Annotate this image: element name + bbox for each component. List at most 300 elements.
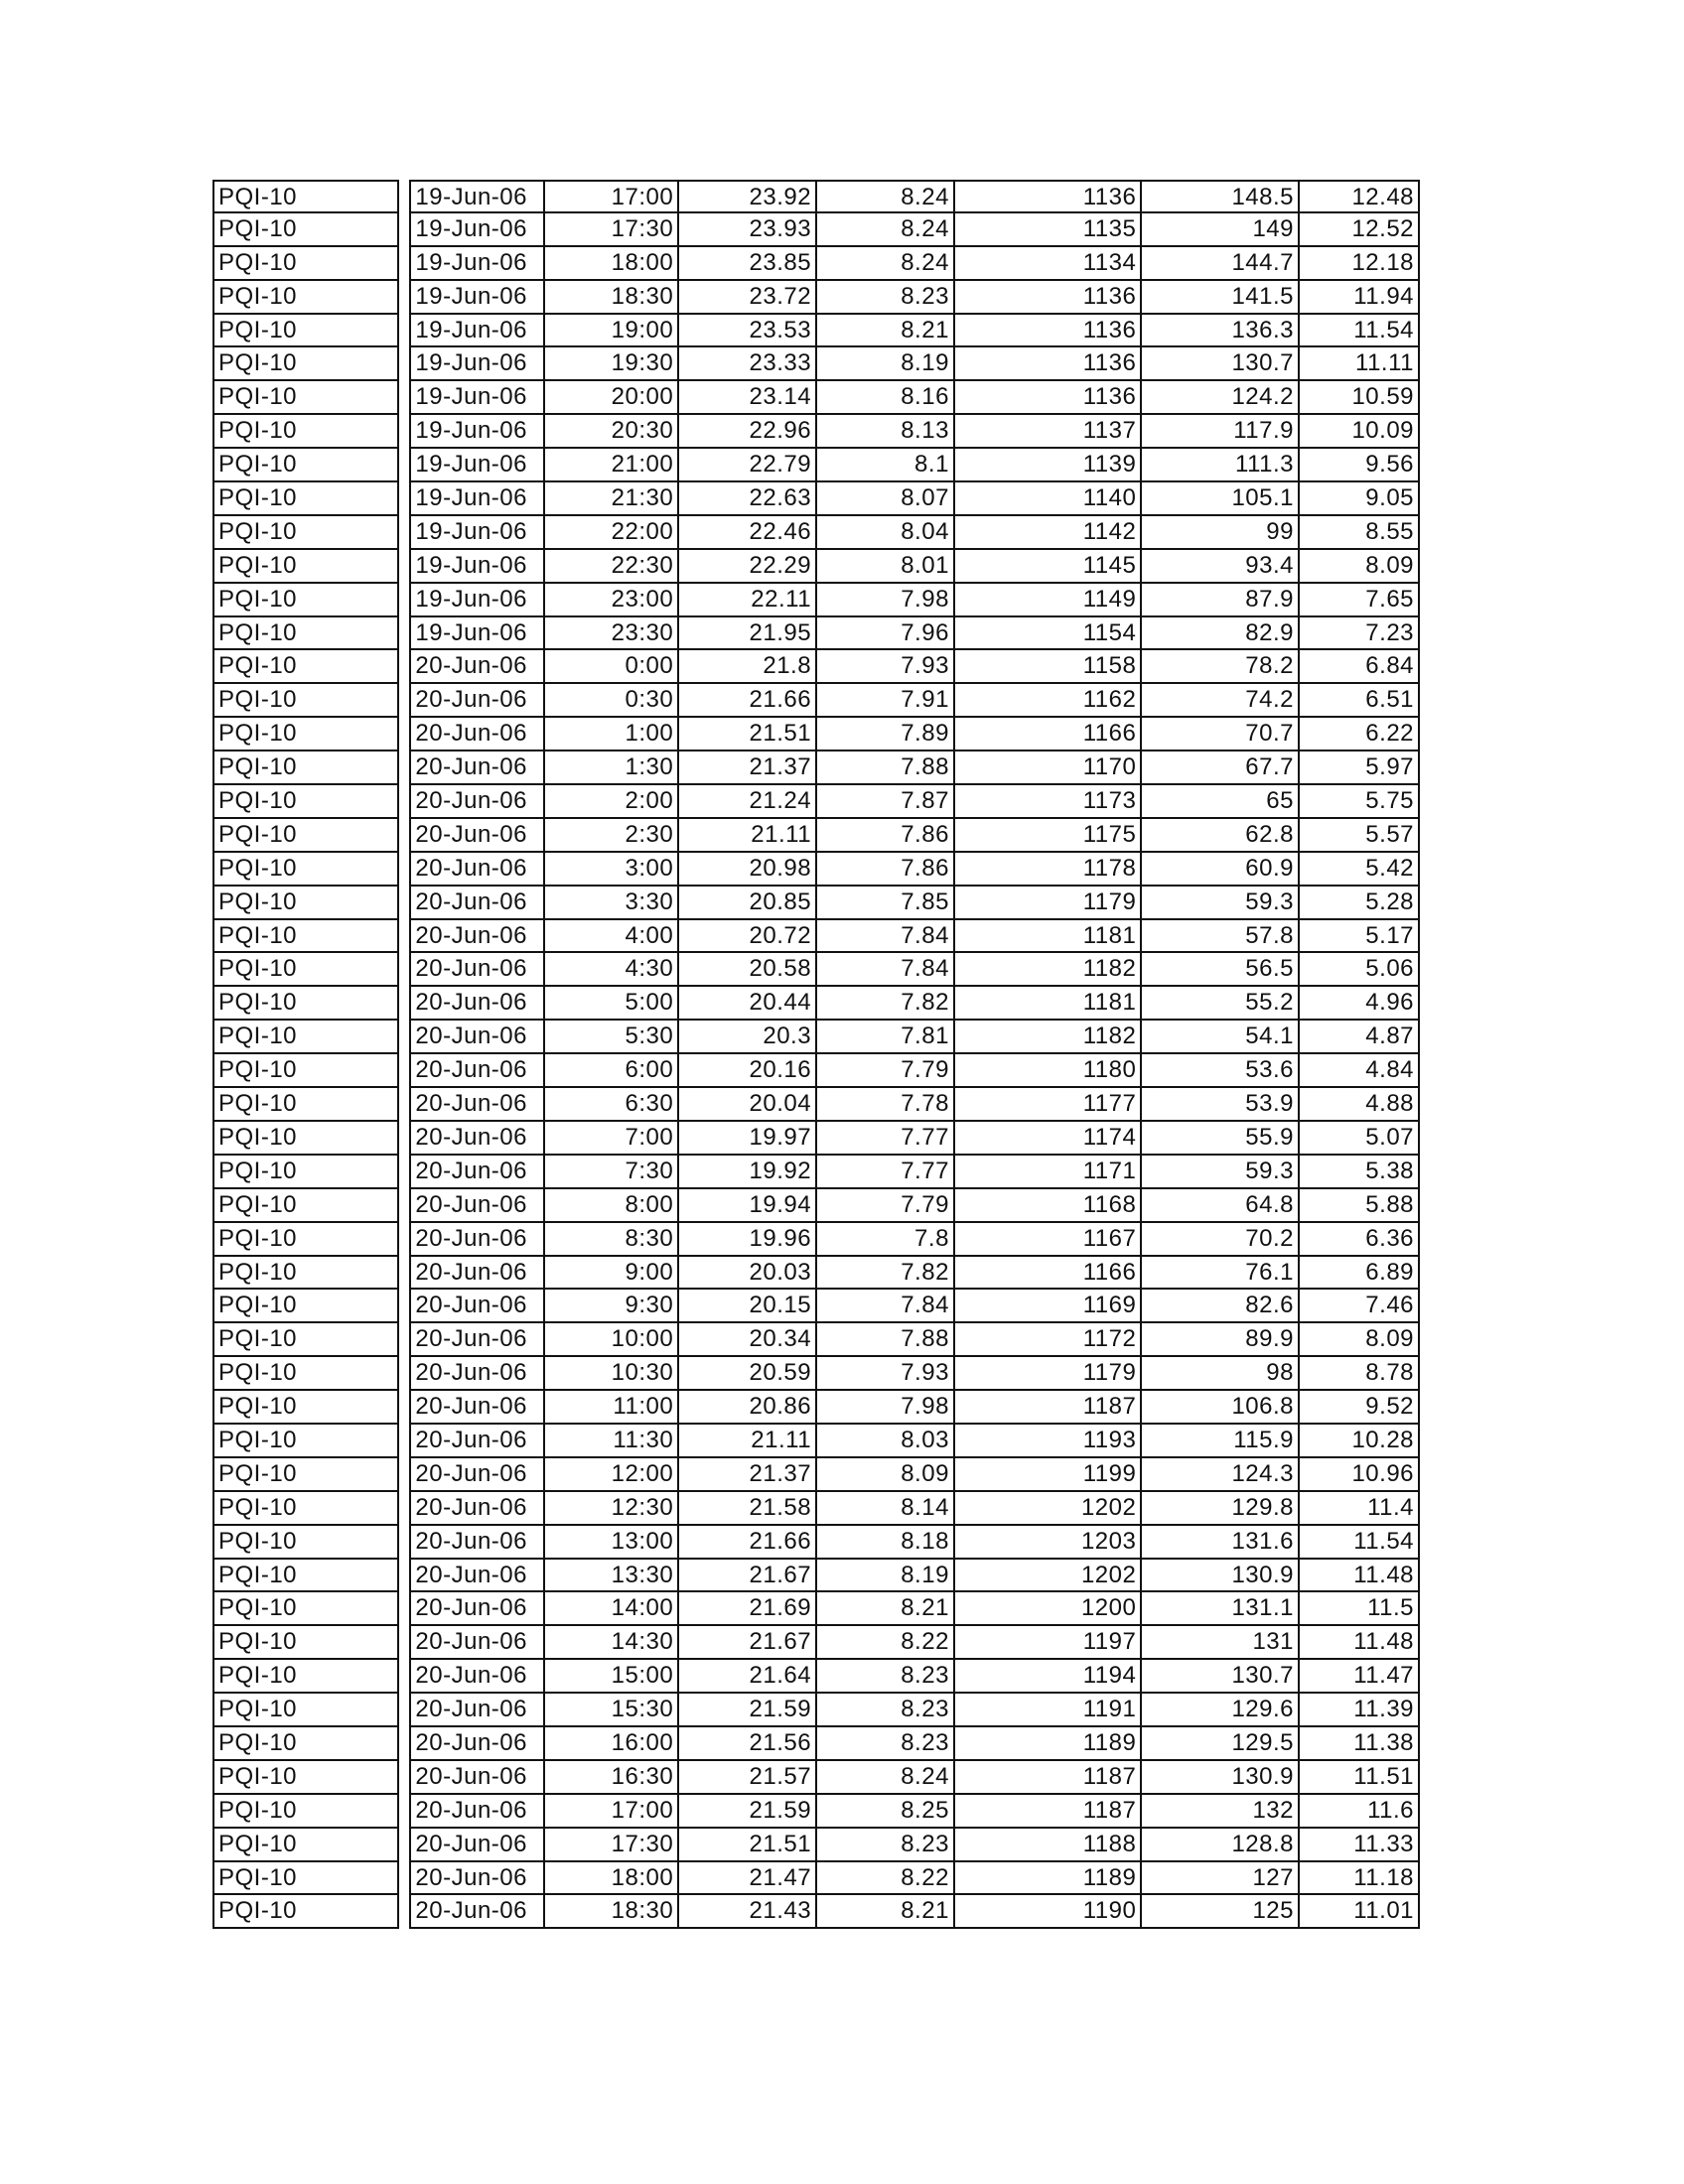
cell-value-1: 19.92 xyxy=(679,1156,817,1189)
cell-date: 20-Jun-06 xyxy=(409,1660,545,1694)
cell-value-1: 20.85 xyxy=(679,887,817,920)
table-row xyxy=(212,920,1420,954)
cell-date: 20-Jun-06 xyxy=(409,1391,545,1425)
cell-time: 16:30 xyxy=(545,1761,679,1795)
cell-value-4: 124.2 xyxy=(1142,381,1300,415)
cell-value-1: 23.92 xyxy=(679,180,817,213)
cell-value-1: 22.63 xyxy=(679,482,817,516)
cell-value-1: 20.15 xyxy=(679,1290,817,1323)
cell-value-2: 8.18 xyxy=(817,1526,955,1560)
cell-value-2: 7.86 xyxy=(817,853,955,887)
cell-value-5: 12.52 xyxy=(1300,213,1420,247)
table-row xyxy=(212,516,1420,550)
cell-station-id: PQI-10 xyxy=(212,1088,399,1122)
cell-value-1: 21.66 xyxy=(679,684,817,718)
table-row xyxy=(212,482,1420,516)
cell-station-id: PQI-10 xyxy=(212,1660,399,1694)
cell-value-4: 60.9 xyxy=(1142,853,1300,887)
cell-value-3: 1189 xyxy=(955,1862,1142,1896)
cell-value-3: 1136 xyxy=(955,347,1142,381)
cell-value-1: 21.47 xyxy=(679,1862,817,1896)
cell-value-5: 11.33 xyxy=(1300,1829,1420,1862)
cell-time: 9:00 xyxy=(545,1257,679,1291)
table-row xyxy=(212,381,1420,415)
cell-value-4: 131.1 xyxy=(1142,1592,1300,1626)
cell-value-5: 11.39 xyxy=(1300,1694,1420,1727)
cell-value-4: 141.5 xyxy=(1142,281,1300,315)
cell-date: 20-Jun-06 xyxy=(409,1257,545,1291)
cell-value-1: 20.03 xyxy=(679,1257,817,1291)
cell-value-2: 8.25 xyxy=(817,1795,955,1829)
cell-value-5: 5.07 xyxy=(1300,1122,1420,1156)
cell-value-3: 1202 xyxy=(955,1492,1142,1526)
cell-value-1: 21.51 xyxy=(679,718,817,751)
cell-time: 14:30 xyxy=(545,1626,679,1660)
table-row xyxy=(212,1862,1420,1896)
table-row xyxy=(212,1357,1420,1391)
table-row xyxy=(212,819,1420,853)
cell-date: 20-Jun-06 xyxy=(409,1189,545,1223)
cell-value-2: 8.03 xyxy=(817,1425,955,1458)
cell-value-4: 132 xyxy=(1142,1795,1300,1829)
cell-value-4: 115.9 xyxy=(1142,1425,1300,1458)
table-row xyxy=(212,415,1420,449)
cell-value-4: 78.2 xyxy=(1142,650,1300,684)
cell-value-1: 21.8 xyxy=(679,650,817,684)
cell-date: 20-Jun-06 xyxy=(409,1357,545,1391)
cell-value-2: 8.09 xyxy=(817,1458,955,1492)
table-row xyxy=(212,1727,1420,1761)
cell-value-3: 1136 xyxy=(955,381,1142,415)
table-row xyxy=(212,1660,1420,1694)
cell-time: 23:00 xyxy=(545,584,679,617)
cell-value-2: 7.82 xyxy=(817,1257,955,1291)
cell-date: 20-Jun-06 xyxy=(409,819,545,853)
cell-value-3: 1194 xyxy=(955,1660,1142,1694)
cell-value-2: 8.24 xyxy=(817,180,955,213)
cell-value-5: 5.88 xyxy=(1300,1189,1420,1223)
cell-value-1: 20.16 xyxy=(679,1054,817,1088)
cell-value-2: 7.8 xyxy=(817,1223,955,1257)
table-row xyxy=(212,1425,1420,1458)
cell-value-1: 20.3 xyxy=(679,1021,817,1054)
cell-station-id: PQI-10 xyxy=(212,1694,399,1727)
table-row xyxy=(212,1189,1420,1223)
cell-value-4: 106.8 xyxy=(1142,1391,1300,1425)
table-row xyxy=(212,987,1420,1021)
cell-value-5: 10.59 xyxy=(1300,381,1420,415)
table-row xyxy=(212,1829,1420,1862)
cell-value-1: 21.11 xyxy=(679,819,817,853)
cell-value-3: 1191 xyxy=(955,1694,1142,1727)
cell-value-3: 1179 xyxy=(955,1357,1142,1391)
cell-date: 19-Jun-06 xyxy=(409,617,545,651)
cell-date: 19-Jun-06 xyxy=(409,584,545,617)
cell-station-id: PQI-10 xyxy=(212,213,399,247)
cell-station-id: PQI-10 xyxy=(212,853,399,887)
cell-value-5: 5.75 xyxy=(1300,785,1420,819)
cell-value-2: 8.23 xyxy=(817,1727,955,1761)
cell-value-3: 1187 xyxy=(955,1391,1142,1425)
cell-station-id: PQI-10 xyxy=(212,920,399,954)
cell-station-id: PQI-10 xyxy=(212,1560,399,1593)
table-row xyxy=(212,1054,1420,1088)
table-row xyxy=(212,1122,1420,1156)
cell-date: 20-Jun-06 xyxy=(409,1626,545,1660)
cell-value-4: 65 xyxy=(1142,785,1300,819)
cell-value-4: 56.5 xyxy=(1142,953,1300,987)
cell-value-3: 1187 xyxy=(955,1761,1142,1795)
cell-value-5: 11.48 xyxy=(1300,1626,1420,1660)
cell-station-id: PQI-10 xyxy=(212,247,399,281)
cell-time: 0:00 xyxy=(545,650,679,684)
cell-value-3: 1174 xyxy=(955,1122,1142,1156)
cell-value-3: 1188 xyxy=(955,1829,1142,1862)
cell-value-5: 11.54 xyxy=(1300,315,1420,348)
cell-value-2: 8.24 xyxy=(817,213,955,247)
cell-time: 8:30 xyxy=(545,1223,679,1257)
cell-station-id: PQI-10 xyxy=(212,1357,399,1391)
cell-time: 10:30 xyxy=(545,1357,679,1391)
cell-value-3: 1171 xyxy=(955,1156,1142,1189)
cell-station-id: PQI-10 xyxy=(212,1895,399,1929)
cell-station-id: PQI-10 xyxy=(212,1290,399,1323)
cell-value-5: 11.01 xyxy=(1300,1895,1420,1929)
cell-value-2: 8.22 xyxy=(817,1626,955,1660)
cell-value-4: 144.7 xyxy=(1142,247,1300,281)
cell-time: 4:30 xyxy=(545,953,679,987)
cell-date: 20-Jun-06 xyxy=(409,1290,545,1323)
cell-value-2: 8.23 xyxy=(817,281,955,315)
cell-value-5: 9.05 xyxy=(1300,482,1420,516)
cell-station-id: PQI-10 xyxy=(212,887,399,920)
cell-value-2: 8.16 xyxy=(817,381,955,415)
table-row xyxy=(212,1694,1420,1727)
cell-station-id: PQI-10 xyxy=(212,415,399,449)
cell-time: 10:00 xyxy=(545,1323,679,1357)
cell-date: 20-Jun-06 xyxy=(409,1054,545,1088)
cell-station-id: PQI-10 xyxy=(212,1829,399,1862)
table-row xyxy=(212,1626,1420,1660)
cell-time: 5:00 xyxy=(545,987,679,1021)
cell-value-4: 131.6 xyxy=(1142,1526,1300,1560)
cell-value-4: 54.1 xyxy=(1142,1021,1300,1054)
cell-value-3: 1181 xyxy=(955,987,1142,1021)
cell-value-1: 21.11 xyxy=(679,1425,817,1458)
cell-station-id: PQI-10 xyxy=(212,482,399,516)
cell-station-id: PQI-10 xyxy=(212,1391,399,1425)
cell-value-5: 10.96 xyxy=(1300,1458,1420,1492)
cell-value-1: 21.67 xyxy=(679,1626,817,1660)
table-row xyxy=(212,751,1420,785)
cell-time: 20:30 xyxy=(545,415,679,449)
cell-station-id: PQI-10 xyxy=(212,751,399,785)
cell-station-id: PQI-10 xyxy=(212,584,399,617)
cell-value-1: 22.29 xyxy=(679,550,817,584)
cell-value-4: 74.2 xyxy=(1142,684,1300,718)
cell-value-2: 7.98 xyxy=(817,1391,955,1425)
cell-value-5: 11.38 xyxy=(1300,1727,1420,1761)
cell-value-5: 4.87 xyxy=(1300,1021,1420,1054)
cell-value-1: 22.79 xyxy=(679,449,817,482)
table-row xyxy=(212,1560,1420,1593)
table-row xyxy=(212,684,1420,718)
cell-value-4: 64.8 xyxy=(1142,1189,1300,1223)
cell-time: 3:00 xyxy=(545,853,679,887)
cell-value-5: 11.51 xyxy=(1300,1761,1420,1795)
cell-date: 19-Jun-06 xyxy=(409,482,545,516)
cell-station-id: PQI-10 xyxy=(212,1761,399,1795)
cell-value-2: 8.14 xyxy=(817,1492,955,1526)
cell-value-1: 21.37 xyxy=(679,1458,817,1492)
cell-value-4: 55.2 xyxy=(1142,987,1300,1021)
cell-value-1: 21.67 xyxy=(679,1560,817,1593)
cell-date: 20-Jun-06 xyxy=(409,1829,545,1862)
cell-value-5: 6.51 xyxy=(1300,684,1420,718)
table-row xyxy=(212,347,1420,381)
cell-value-1: 22.96 xyxy=(679,415,817,449)
cell-date: 19-Jun-06 xyxy=(409,347,545,381)
cell-value-4: 62.8 xyxy=(1142,819,1300,853)
cell-value-3: 1181 xyxy=(955,920,1142,954)
table-row xyxy=(212,550,1420,584)
cell-value-4: 129.8 xyxy=(1142,1492,1300,1526)
cell-value-2: 8.1 xyxy=(817,449,955,482)
cell-value-2: 8.19 xyxy=(817,1560,955,1593)
cell-value-5: 5.97 xyxy=(1300,751,1420,785)
cell-value-2: 8.21 xyxy=(817,1895,955,1929)
cell-value-3: 1199 xyxy=(955,1458,1142,1492)
cell-value-1: 23.33 xyxy=(679,347,817,381)
cell-station-id: PQI-10 xyxy=(212,1458,399,1492)
cell-value-3: 1175 xyxy=(955,819,1142,853)
cell-station-id: PQI-10 xyxy=(212,684,399,718)
cell-date: 20-Jun-06 xyxy=(409,1694,545,1727)
cell-value-3: 1136 xyxy=(955,180,1142,213)
cell-station-id: PQI-10 xyxy=(212,1425,399,1458)
cell-date: 20-Jun-06 xyxy=(409,1122,545,1156)
cell-value-1: 21.51 xyxy=(679,1829,817,1862)
cell-time: 13:30 xyxy=(545,1560,679,1593)
cell-date: 20-Jun-06 xyxy=(409,751,545,785)
table-row xyxy=(212,315,1420,348)
cell-time: 7:30 xyxy=(545,1156,679,1189)
cell-value-1: 20.58 xyxy=(679,953,817,987)
cell-time: 18:00 xyxy=(545,247,679,281)
cell-station-id: PQI-10 xyxy=(212,718,399,751)
cell-station-id: PQI-10 xyxy=(212,1122,399,1156)
cell-date: 20-Jun-06 xyxy=(409,1223,545,1257)
cell-time: 11:00 xyxy=(545,1391,679,1425)
cell-value-2: 8.19 xyxy=(817,347,955,381)
cell-time: 2:30 xyxy=(545,819,679,853)
cell-value-2: 7.98 xyxy=(817,584,955,617)
cell-value-3: 1179 xyxy=(955,887,1142,920)
cell-value-3: 1140 xyxy=(955,482,1142,516)
cell-value-3: 1182 xyxy=(955,953,1142,987)
cell-value-1: 23.85 xyxy=(679,247,817,281)
cell-time: 0:30 xyxy=(545,684,679,718)
cell-station-id: PQI-10 xyxy=(212,953,399,987)
cell-value-3: 1190 xyxy=(955,1895,1142,1929)
cell-value-4: 99 xyxy=(1142,516,1300,550)
cell-value-3: 1202 xyxy=(955,1560,1142,1593)
cell-station-id: PQI-10 xyxy=(212,1795,399,1829)
cell-value-3: 1139 xyxy=(955,449,1142,482)
cell-value-2: 7.79 xyxy=(817,1189,955,1223)
cell-value-2: 7.77 xyxy=(817,1156,955,1189)
cell-time: 14:00 xyxy=(545,1592,679,1626)
cell-value-4: 87.9 xyxy=(1142,584,1300,617)
cell-date: 20-Jun-06 xyxy=(409,1492,545,1526)
cell-value-4: 148.5 xyxy=(1142,180,1300,213)
cell-value-3: 1166 xyxy=(955,1257,1142,1291)
cell-date: 20-Jun-06 xyxy=(409,853,545,887)
cell-value-3: 1173 xyxy=(955,785,1142,819)
cell-value-1: 23.93 xyxy=(679,213,817,247)
cell-value-1: 23.14 xyxy=(679,381,817,415)
cell-value-1: 21.58 xyxy=(679,1492,817,1526)
cell-value-2: 8.23 xyxy=(817,1829,955,1862)
cell-value-1: 21.24 xyxy=(679,785,817,819)
cell-station-id: PQI-10 xyxy=(212,550,399,584)
cell-station-id: PQI-10 xyxy=(212,1156,399,1189)
table-row xyxy=(212,1492,1420,1526)
table-row xyxy=(212,953,1420,987)
cell-value-5: 9.56 xyxy=(1300,449,1420,482)
cell-value-4: 82.9 xyxy=(1142,617,1300,651)
cell-time: 17:00 xyxy=(545,180,679,213)
cell-value-5: 11.11 xyxy=(1300,347,1420,381)
cell-value-1: 19.97 xyxy=(679,1122,817,1156)
cell-date: 20-Jun-06 xyxy=(409,920,545,954)
table-row xyxy=(212,1021,1420,1054)
cell-value-2: 8.24 xyxy=(817,1761,955,1795)
cell-value-2: 7.96 xyxy=(817,617,955,651)
cell-value-4: 93.4 xyxy=(1142,550,1300,584)
table-row xyxy=(212,1458,1420,1492)
cell-value-2: 7.87 xyxy=(817,785,955,819)
table-row xyxy=(212,1592,1420,1626)
table-row xyxy=(212,785,1420,819)
cell-time: 23:30 xyxy=(545,617,679,651)
table-row xyxy=(212,1795,1420,1829)
cell-value-5: 6.84 xyxy=(1300,650,1420,684)
cell-station-id: PQI-10 xyxy=(212,1223,399,1257)
cell-value-5: 11.6 xyxy=(1300,1795,1420,1829)
table-row xyxy=(212,449,1420,482)
table-row xyxy=(212,887,1420,920)
cell-value-4: 136.3 xyxy=(1142,315,1300,348)
cell-time: 1:00 xyxy=(545,718,679,751)
cell-value-5: 7.65 xyxy=(1300,584,1420,617)
cell-value-5: 11.4 xyxy=(1300,1492,1420,1526)
cell-date: 19-Jun-06 xyxy=(409,247,545,281)
cell-value-3: 1154 xyxy=(955,617,1142,651)
cell-station-id: PQI-10 xyxy=(212,819,399,853)
cell-value-4: 127 xyxy=(1142,1862,1300,1896)
cell-value-2: 7.91 xyxy=(817,684,955,718)
cell-value-3: 1167 xyxy=(955,1223,1142,1257)
cell-value-5: 5.42 xyxy=(1300,853,1420,887)
cell-value-5: 6.89 xyxy=(1300,1257,1420,1291)
cell-value-1: 21.37 xyxy=(679,751,817,785)
cell-station-id: PQI-10 xyxy=(212,449,399,482)
cell-time: 5:30 xyxy=(545,1021,679,1054)
cell-value-4: 70.7 xyxy=(1142,718,1300,751)
cell-time: 9:30 xyxy=(545,1290,679,1323)
cell-value-2: 7.79 xyxy=(817,1054,955,1088)
cell-value-4: 124.3 xyxy=(1142,1458,1300,1492)
cell-value-5: 5.28 xyxy=(1300,887,1420,920)
cell-date: 19-Jun-06 xyxy=(409,281,545,315)
cell-value-1: 20.04 xyxy=(679,1088,817,1122)
cell-time: 17:30 xyxy=(545,1829,679,1862)
table-row xyxy=(212,1290,1420,1323)
cell-time: 4:00 xyxy=(545,920,679,954)
cell-date: 20-Jun-06 xyxy=(409,785,545,819)
cell-time: 15:30 xyxy=(545,1694,679,1727)
cell-value-4: 89.9 xyxy=(1142,1323,1300,1357)
cell-station-id: PQI-10 xyxy=(212,1021,399,1054)
cell-station-id: PQI-10 xyxy=(212,516,399,550)
cell-value-3: 1145 xyxy=(955,550,1142,584)
cell-value-4: 59.3 xyxy=(1142,887,1300,920)
cell-value-3: 1166 xyxy=(955,718,1142,751)
cell-station-id: PQI-10 xyxy=(212,1592,399,1626)
cell-value-1: 23.53 xyxy=(679,315,817,348)
table-row xyxy=(212,650,1420,684)
cell-value-2: 7.78 xyxy=(817,1088,955,1122)
cell-station-id: PQI-10 xyxy=(212,381,399,415)
cell-time: 15:00 xyxy=(545,1660,679,1694)
cell-value-1: 21.69 xyxy=(679,1592,817,1626)
cell-value-2: 8.21 xyxy=(817,315,955,348)
table-row xyxy=(212,180,1420,213)
cell-value-2: 7.84 xyxy=(817,953,955,987)
cell-value-4: 129.6 xyxy=(1142,1694,1300,1727)
cell-time: 12:00 xyxy=(545,1458,679,1492)
cell-station-id: PQI-10 xyxy=(212,1492,399,1526)
cell-value-3: 1169 xyxy=(955,1290,1142,1323)
cell-value-4: 129.5 xyxy=(1142,1727,1300,1761)
cell-value-3: 1134 xyxy=(955,247,1142,281)
cell-value-3: 1193 xyxy=(955,1425,1142,1458)
cell-value-3: 1149 xyxy=(955,584,1142,617)
cell-time: 17:30 xyxy=(545,213,679,247)
cell-date: 20-Jun-06 xyxy=(409,1323,545,1357)
cell-station-id: PQI-10 xyxy=(212,785,399,819)
cell-value-1: 20.98 xyxy=(679,853,817,887)
cell-value-5: 5.06 xyxy=(1300,953,1420,987)
cell-value-1: 20.59 xyxy=(679,1357,817,1391)
cell-date: 19-Jun-06 xyxy=(409,449,545,482)
cell-value-5: 11.94 xyxy=(1300,281,1420,315)
cell-value-2: 7.82 xyxy=(817,987,955,1021)
cell-date: 19-Jun-06 xyxy=(409,381,545,415)
cell-value-2: 8.07 xyxy=(817,482,955,516)
cell-date: 20-Jun-06 xyxy=(409,1088,545,1122)
cell-station-id: PQI-10 xyxy=(212,347,399,381)
cell-value-4: 98 xyxy=(1142,1357,1300,1391)
cell-value-3: 1168 xyxy=(955,1189,1142,1223)
cell-value-5: 11.47 xyxy=(1300,1660,1420,1694)
cell-value-2: 7.81 xyxy=(817,1021,955,1054)
table-row xyxy=(212,1257,1420,1291)
cell-value-1: 19.96 xyxy=(679,1223,817,1257)
cell-value-5: 10.28 xyxy=(1300,1425,1420,1458)
cell-value-1: 21.57 xyxy=(679,1761,817,1795)
